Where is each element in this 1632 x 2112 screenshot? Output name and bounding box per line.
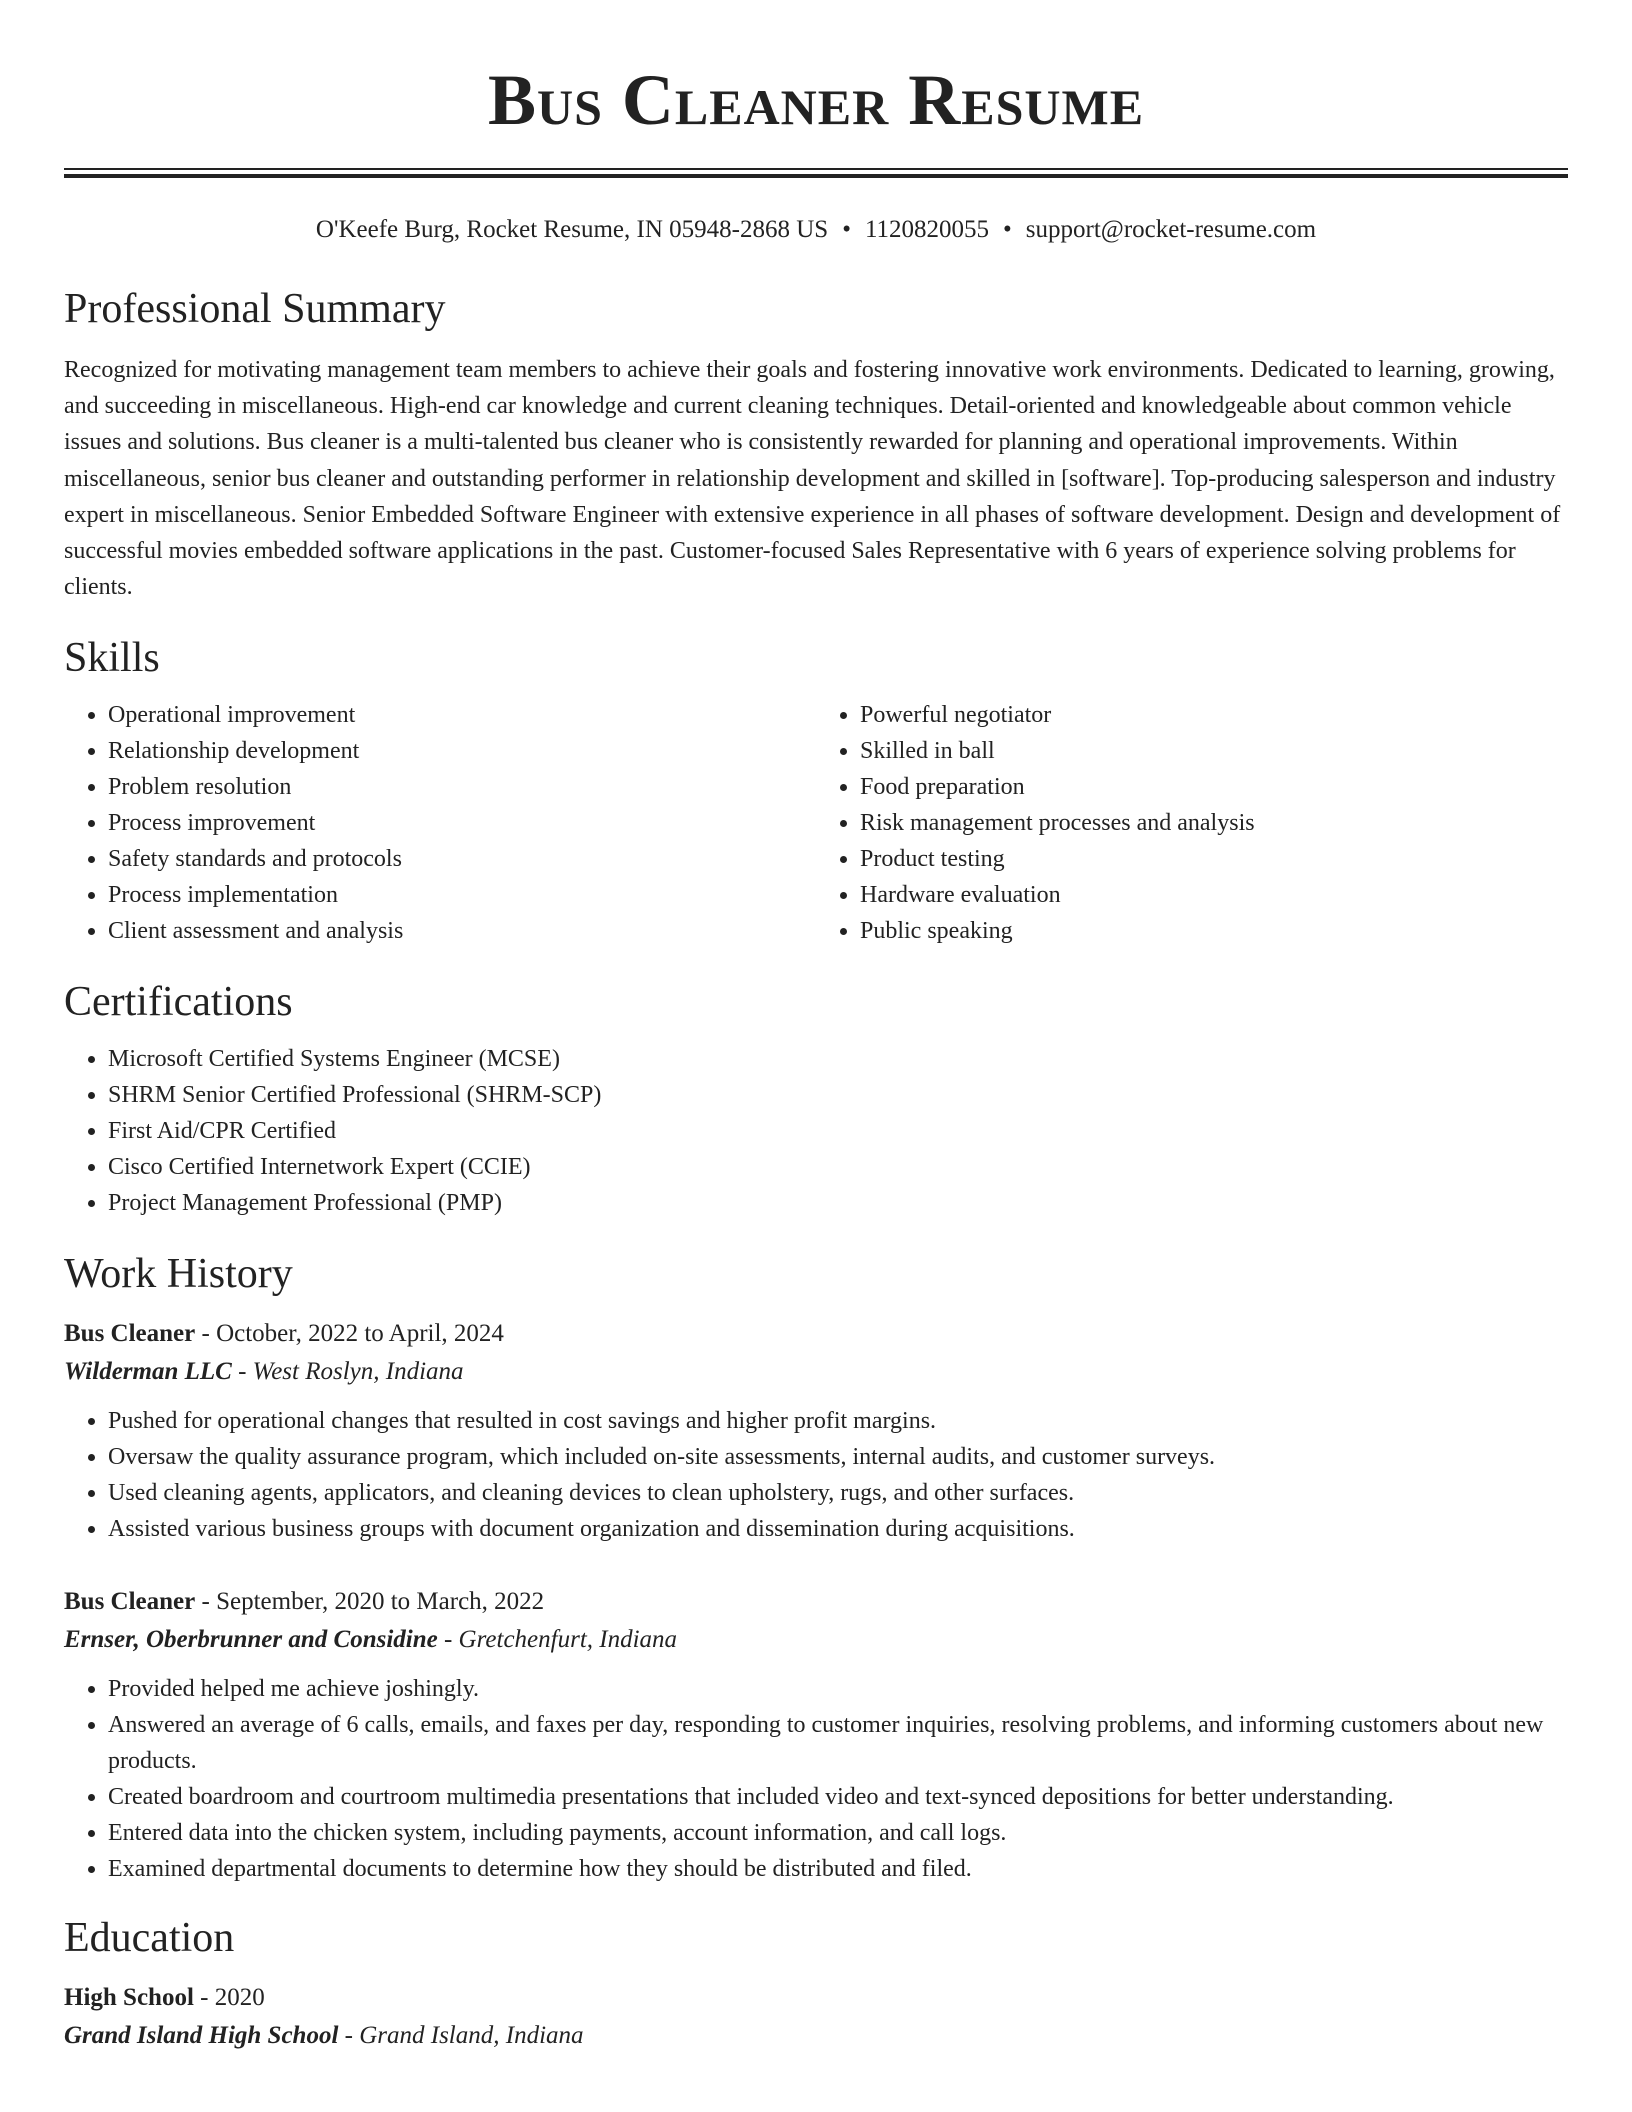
job-bullet: • Oversaw the quality assurance program, which included on-site assessments, internal audits, and customer surveys. [108,1439,1568,1475]
skill-item: • Relationship development [108,733,816,769]
work-history-section [64,1249,1568,1887]
job-bullets [64,1403,1568,1547]
skill-item: • Powerful negotiator [860,697,1568,733]
job-location: - Gretchenfurt, Indiana [437,1626,678,1654]
skill-item: • Problem resolution [108,769,816,805]
education-degree-line [64,1979,1568,2017]
job-company-line [64,1621,1568,1659]
section-heading-summary: Professional Summary [64,286,446,332]
job-location: - West Roslyn, Indiana [231,1358,464,1386]
education-school: Grand Island High School [64,2022,339,2050]
section-heading-work-history: Work History [64,1251,293,1298]
professional-summary-section [64,284,1568,605]
contact-separator: • [1003,216,1012,243]
job-bullet: • Examined departmental documents to determine how they should be distributed and filed. [108,1851,1568,1887]
job-bullet: • Used cleaning agents, applicators, and cleaning devices to clean upholstery, rugs, and other surfaces. [108,1475,1568,1511]
skill-item: • Operational improvement [108,697,816,733]
job-bullet: • Entered data into the chicken system, including payments, account information, and call logs. [108,1815,1568,1851]
job-bullet: • Provided helped me achieve joshingly. [108,1671,1568,1707]
skill-item: • Food preparation [860,769,1568,805]
education-location: - Grand Island, Indiana [338,2022,584,2050]
job-title: Bus Cleaner [64,1588,196,1616]
job-entry [64,1315,1568,1547]
job-entry [64,1583,1568,1887]
skill-item: • Public speaking [860,913,1568,949]
contact-email: support@rocket-resume.com [1025,216,1317,243]
certification-item: • Project Management Professional (PMP) [108,1185,1568,1221]
skills-list-left [64,697,816,949]
education-year: - 2020 [193,1984,265,2012]
certifications-section [64,977,1568,1221]
job-title-line [64,1583,1568,1621]
section-heading-skills: Skills [64,635,160,682]
job-title: Bus Cleaner [64,1320,196,1348]
education-entry [64,1979,1568,2055]
title-divider [64,168,1568,178]
job-bullet: • Assisted various business groups with document organization and dissemination during acquisitions. [108,1511,1568,1547]
skill-item: • Risk management processes and analysis [860,805,1568,841]
skill-item: • Hardware evaluation [860,877,1568,913]
education-school-line [64,2017,1568,2055]
certification-item: • SHRM Senior Certified Professional (SHRM-SCP) [108,1077,1568,1113]
certifications-list [64,1041,1568,1221]
summary-text: Recognized for motivating management team members to achieve their goals and fostering innovative work environments. Dedicated to learning, growing, and succeeding in miscellaneous. High-end car knowledge and current cleaning techniques. Detail-oriented and knowledgeable about common vehicle issues and solutions. Bus cleaner is a multi-talented bus cleaner who is consistently rewarded for planning and operational improvements. Within miscellaneous, senior bus cleaner and outstanding performer in relationship development and skilled in [software]. Top-producing salesperson and industry expert in miscellaneous. Senior Embedded Software Engineer with extensive experience in all phases of software development. Design and development of successful movies embedded software applications in the past. Customer-focused Sales Representative with 6 years of experience solving problems for clients. [64,357,1561,601]
job-company: Wilderman LLC [64,1358,232,1386]
education-section [64,1913,1568,2055]
job-title-line [64,1315,1568,1353]
job-bullet: • Created boardroom and courtroom multimedia presentations that included video and text-synced depositions for better understanding. [108,1779,1568,1815]
certification-item: • Cisco Certified Internetwork Expert (CCIE) [108,1149,1568,1185]
contact-separator: • [842,216,851,243]
section-heading-education: Education [64,1915,235,1962]
skill-item: • Product testing [860,841,1568,877]
contact-address: O'Keefe Burg, Rocket Resume, IN 05948-2868 US [315,216,829,243]
job-company: Ernser, Oberbrunner and Considine [64,1626,438,1654]
contact-phone: 1120820055 [864,216,990,243]
certification-item: • Microsoft Certified Systems Engineer (MCSE) [108,1041,1568,1077]
contact-line [64,214,1568,246]
section-heading-certifications: Certifications [64,979,293,1026]
resume-title: Bus Cleaner Resume [487,60,1145,140]
skill-item: • Process improvement [108,805,816,841]
skill-item: • Process implementation [108,877,816,913]
job-bullets [64,1671,1568,1887]
certification-item: • First Aid/CPR Certified [108,1113,1568,1149]
skills-columns [64,697,1568,949]
education-degree: High School [64,1984,194,2012]
skills-list-right [816,697,1568,949]
job-dates: - October, 2022 to April, 2024 [195,1320,504,1348]
job-bullet: • Answered an average of 6 calls, emails, and faxes per day, responding to customer inquiries, resolving problems, and informing customers about new products. [108,1707,1568,1779]
job-company-line [64,1353,1568,1391]
job-bullet: • Pushed for operational changes that resulted in cost savings and higher profit margins. [108,1403,1568,1439]
skill-item: • Skilled in ball [860,733,1568,769]
skills-section [64,633,1568,949]
skill-item: • Client assessment and analysis [108,913,816,949]
skill-item: • Safety standards and protocols [108,841,816,877]
job-dates: - September, 2020 to March, 2022 [195,1588,545,1616]
